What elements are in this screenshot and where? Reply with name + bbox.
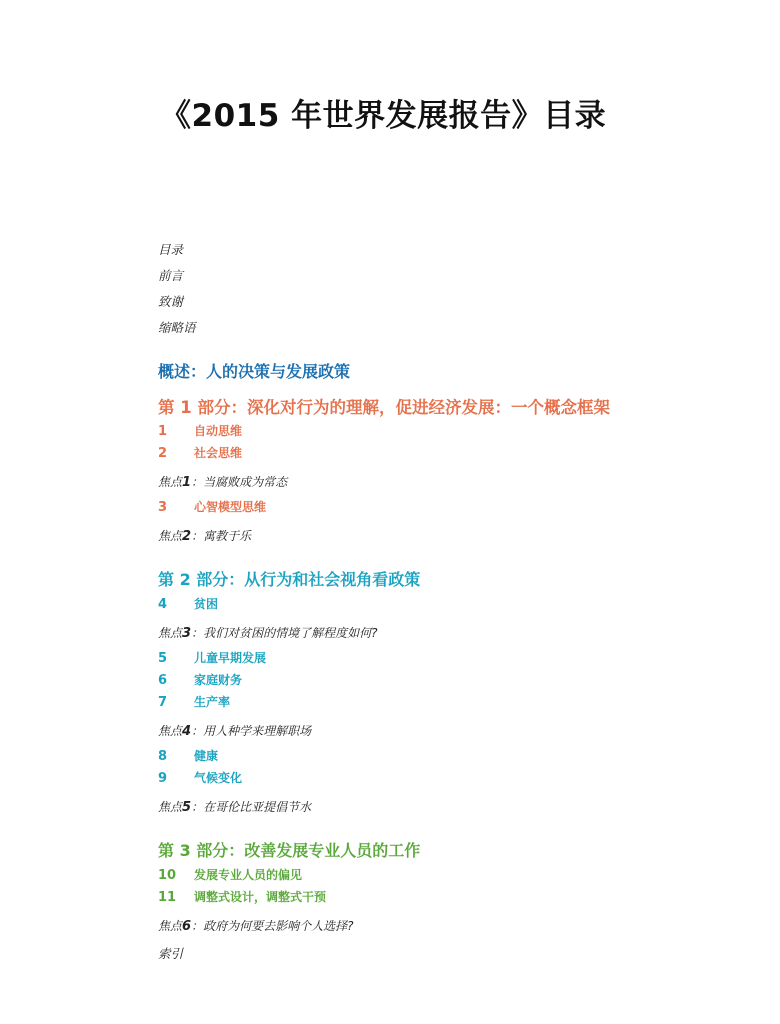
- chapter-title: 调整式设计，调整式干预: [194, 890, 327, 904]
- toc-focus-3[interactable]: 焦点3：我们对贫困的情境了解程度如何?: [158, 626, 378, 641]
- toc-overview[interactable]: 概述：人的决策与发展政策: [158, 362, 351, 381]
- toc-part-1[interactable]: 第 1 部分：深化对行为的理解，促进经济发展：一个概念框架: [158, 398, 610, 417]
- chapter-number: 11: [158, 890, 177, 905]
- chapter-title: 健康: [194, 749, 219, 763]
- chapter-number: 7: [158, 695, 168, 710]
- toc-chapter-8[interactable]: [158, 747, 218, 764]
- chapter-title: 家庭财务: [194, 673, 243, 687]
- toc-item-acknowledgments[interactable]: 致谢: [158, 294, 184, 309]
- page-title: 《2015 年世界发展报告》目录: [160, 98, 607, 134]
- chapter-number: 2: [158, 446, 168, 461]
- chapter-number: 10: [158, 868, 177, 883]
- chapter-number: 9: [158, 771, 168, 786]
- chapter-title: 生产率: [194, 695, 231, 709]
- toc-item-index[interactable]: 索引: [158, 946, 184, 961]
- chapter-number: 8: [158, 749, 168, 764]
- chapter-title: 贫困: [194, 597, 219, 611]
- toc-item-contents[interactable]: 目录: [158, 242, 184, 257]
- chapter-number: 6: [158, 673, 168, 688]
- chapter-number: 3: [158, 500, 168, 515]
- chapter-title: 发展专业人员的偏见: [194, 868, 303, 882]
- toc-chapter-4[interactable]: [158, 595, 218, 612]
- toc-chapter-3[interactable]: [158, 498, 266, 515]
- toc-chapter-6[interactable]: [158, 671, 242, 688]
- toc-item-foreword[interactable]: 前言: [158, 268, 184, 283]
- chapter-number: 1: [158, 424, 168, 439]
- toc-focus-2[interactable]: 焦点2：寓教于乐: [158, 529, 252, 544]
- toc-chapter-2[interactable]: [158, 444, 242, 461]
- toc-focus-1[interactable]: 焦点1：当腐败成为常态: [158, 475, 288, 490]
- chapter-title: 自动思维: [194, 424, 243, 438]
- toc-part-3[interactable]: 第 3 部分：改善发展专业人员的工作: [158, 841, 421, 860]
- toc-chapter-11[interactable]: [158, 888, 326, 905]
- toc-part-2[interactable]: 第 2 部分：从行为和社会视角看政策: [158, 570, 421, 589]
- toc-chapter-5[interactable]: [158, 649, 266, 666]
- toc-chapter-9[interactable]: [158, 769, 242, 786]
- toc-focus-6[interactable]: 焦点6：政府为何要去影响个人选择?: [158, 919, 354, 934]
- chapter-title: 气候变化: [194, 771, 243, 785]
- toc-focus-5[interactable]: 焦点5：在哥伦比亚提倡节水: [158, 800, 312, 815]
- chapter-number: 5: [158, 651, 168, 666]
- toc-focus-4[interactable]: 焦点4：用人种学来理解职场: [158, 724, 312, 739]
- chapter-title: 儿童早期发展: [194, 651, 267, 665]
- toc-chapter-7[interactable]: [158, 693, 230, 710]
- toc-chapter-10[interactable]: [158, 866, 302, 883]
- chapter-number: 4: [158, 597, 168, 612]
- toc-chapter-1[interactable]: [158, 422, 242, 439]
- toc-item-abbreviations[interactable]: 缩略语: [158, 320, 196, 335]
- chapter-title: 心智模型思维: [194, 500, 267, 514]
- chapter-title: 社会思维: [194, 446, 243, 460]
